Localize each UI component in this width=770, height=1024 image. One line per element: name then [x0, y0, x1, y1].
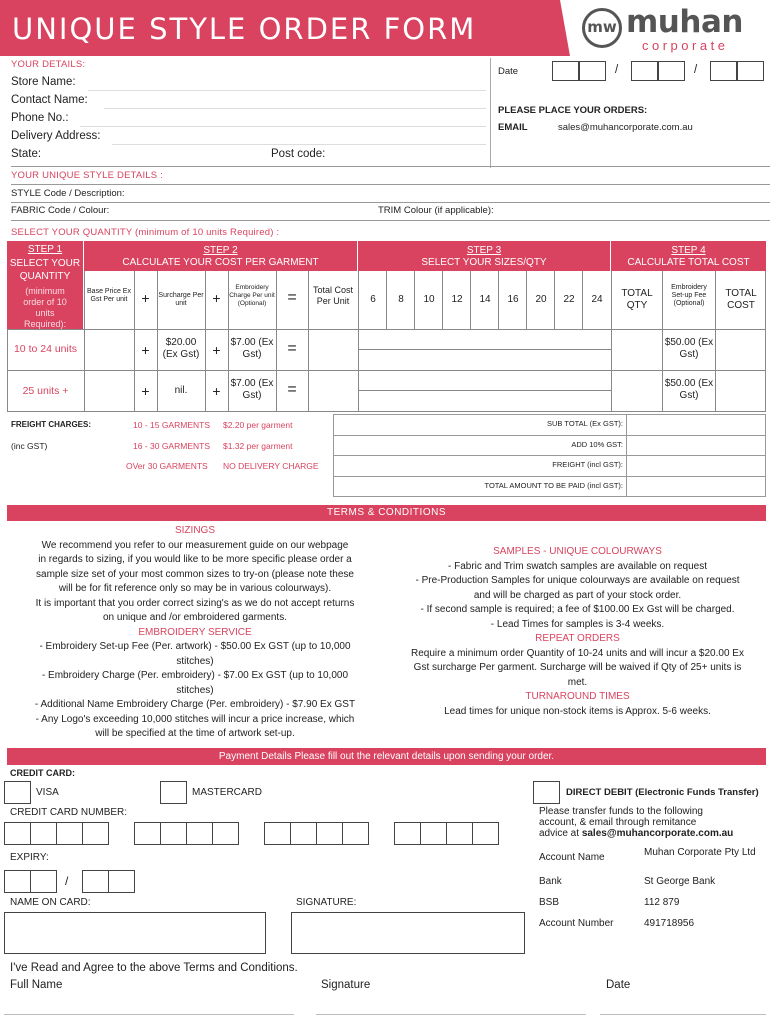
style-code-field[interactable]	[11, 202, 770, 203]
contact-name-label: Contact Name:	[11, 94, 88, 106]
sizings-line: in regards to sizing, if you would like to be more specific please order a	[38, 554, 352, 565]
cc-number-label: CREDIT CARD NUMBER:	[10, 807, 128, 818]
name-on-card-label: NAME ON CARD:	[10, 897, 91, 908]
embroidery-charge-header: Embroidery Charge Per unit (Optional)	[229, 284, 275, 307]
transfer-text-line	[539, 828, 769, 839]
step1-note: (minimum order of 10 units Required):	[23, 286, 67, 329]
date-day-1[interactable]	[552, 61, 579, 81]
equals-sign: =	[287, 340, 297, 357]
repeat-line: met.	[567, 676, 588, 688]
step4-subtitle: CALCULATE TOTAL COST	[627, 257, 750, 268]
form-title: UNIQUE STYLE ORDER FORM	[12, 12, 477, 46]
cc-digit-box[interactable]	[290, 822, 317, 845]
postcode-label: Post code:	[271, 148, 326, 160]
turnaround-title: TURNAROUND TIMES	[525, 691, 630, 702]
sizings-line: sample size set of your most common sizes to try-on (please note these	[36, 568, 354, 580]
bank-label: Bank	[539, 876, 562, 887]
cc-digit-box[interactable]	[420, 822, 447, 845]
transfer-text: account, & email through remitance	[539, 817, 697, 828]
size-divider	[582, 271, 583, 329]
transfer-instructions	[539, 806, 769, 839]
fabric-code-label: FABRIC Code / Colour:	[11, 205, 110, 216]
phone-field[interactable]	[80, 126, 486, 127]
payment-bar: Payment Details Please fill out the relevant details upon sending your order.	[7, 748, 766, 765]
size-divider	[554, 271, 555, 329]
cc-digit-box[interactable]	[264, 822, 291, 845]
visa-label: VISA	[36, 787, 59, 798]
expiry-label: EXPIRY:	[10, 852, 49, 863]
embroidery-line: - Any Logo's exceeding 10,000 stitches will incur a price increase, which	[35, 713, 355, 725]
agree-signature-field[interactable]	[316, 1014, 586, 1015]
surcharge-value: nil.	[174, 385, 188, 396]
terms-bar: TERMS & CONDITIONS	[7, 505, 766, 521]
size-divider	[526, 271, 527, 329]
logo-wordmark: muhan	[626, 4, 743, 40]
direct-debit-checkbox[interactable]	[533, 781, 560, 804]
date-day-2[interactable]	[579, 61, 606, 81]
bank-value: St George Bank	[644, 876, 716, 887]
visa-checkbox[interactable]	[4, 781, 31, 804]
sizings-line: It is important that you order correct sizing's as we do not accept returns	[35, 597, 355, 609]
style-heading: YOUR UNIQUE STYLE DETAILS :	[11, 170, 163, 181]
cc-digit-box[interactable]	[134, 822, 161, 845]
date-label: Date	[498, 66, 519, 77]
bsb-value: 112 879	[644, 897, 680, 908]
contact-name-field[interactable]	[104, 108, 486, 109]
size-header: 8	[398, 294, 404, 305]
freight-inc-gst: (inc GST)	[11, 441, 48, 451]
email-value[interactable]: sales@muhancorporate.com.au	[558, 122, 693, 133]
embroidery-line: - Additional Name Embroidery Charge (Per. embroidery) - $7.90 Ex GST	[34, 699, 356, 710]
surcharge-value: $20.00 (Ex Gst)	[162, 337, 200, 360]
size-divider	[498, 271, 499, 329]
account-number-value: 491718956	[644, 918, 695, 929]
size-divider	[386, 271, 387, 329]
samples-line: - If second sample is required; a fee of $100.00 Ex Gst will be charged.	[420, 604, 735, 615]
account-number-label: Account Number	[539, 918, 614, 929]
transfer-email[interactable]: sales@muhancorporate.com.au	[581, 828, 734, 839]
plus-sign: +	[212, 290, 221, 306]
size-input-line[interactable]	[358, 390, 611, 391]
quantity-option-10-24[interactable]: 10 to 24 units	[13, 343, 78, 355]
signature-label: SIGNATURE:	[296, 897, 357, 908]
size-header: 16	[507, 294, 519, 305]
details-divider	[490, 58, 491, 168]
expiry-year-2[interactable]	[108, 870, 135, 893]
step1-subtitle: SELECT YOUR QUANTITY	[9, 258, 81, 282]
equals-sign: =	[287, 381, 297, 398]
add-gst-label: ADD 10% GST:	[571, 440, 623, 449]
cc-digit-box[interactable]	[4, 822, 31, 845]
delivery-address-field[interactable]	[112, 144, 486, 145]
style-rule	[11, 184, 770, 185]
logo-mark: mw	[582, 8, 622, 48]
cc-digit-box[interactable]	[82, 822, 109, 845]
embroidery-line: - Embroidery Charge (Per. embroidery) - $7.00 Ex GST (up to 10,000	[41, 670, 349, 681]
size-header: 24	[591, 294, 603, 305]
size-divider	[470, 271, 471, 329]
setup-fee-value: $50.00 (Ex Gst)	[664, 337, 714, 360]
style-code-label: STYLE Code / Description:	[11, 188, 125, 199]
freight-price: $1.32 per garment	[223, 441, 293, 451]
setup-fee-value: $50.00 (Ex Gst)	[664, 378, 714, 401]
cc-digit-box[interactable]	[212, 822, 239, 845]
agree-statement: I've Read and Agree to the above Terms and Conditions.	[10, 962, 298, 974]
samples-line: - Fabric and Trim swatch samples are available on request	[447, 560, 707, 572]
cc-digit-box[interactable]	[30, 822, 57, 845]
store-name-field[interactable]	[88, 90, 486, 91]
size-divider	[442, 271, 443, 329]
turnaround-line: Lead times for unique non-stock items is Approx. 5-6 weeks.	[444, 705, 711, 717]
cc-digit-box[interactable]	[394, 822, 421, 845]
plus-sign: +	[141, 383, 150, 399]
total-field[interactable]	[627, 477, 765, 496]
table-row-divider	[7, 370, 766, 371]
plus-sign: +	[212, 383, 221, 399]
base-price-header: Base Price Ex Gst Per unit	[87, 288, 131, 303]
account-name-label: Account Name	[539, 852, 605, 863]
step3-title: STEP 3	[466, 245, 502, 256]
step4-title: STEP 4	[671, 245, 706, 256]
cc-digit-box[interactable]	[186, 822, 213, 845]
setup-fee-header: Embroidery Set-up Fee (Optional)	[671, 284, 707, 307]
transfer-text: Please transfer funds to the following	[539, 806, 703, 817]
quantity-option-25-plus[interactable]: 25 units +	[22, 385, 69, 397]
samples-line: - Lead Times for samples is 3-4 weeks.	[490, 618, 665, 630]
full-name-label: Full Name	[10, 979, 63, 991]
direct-debit-label: DIRECT DEBIT (Electronic Funds Transfer)	[566, 787, 759, 798]
cc-digit-box[interactable]	[160, 822, 187, 845]
date-separator: /	[694, 64, 698, 76]
embroidery-line: stitches)	[176, 684, 214, 696]
sizings-line: on unique and /or embroidered garments.	[102, 612, 287, 623]
step2-subtitle: CALCULATE YOUR COST PER GARMENT	[122, 257, 319, 268]
total-cost-header: TOTAL COST	[725, 288, 757, 311]
step3-subtitle: SELECT YOUR SIZES/QTY	[421, 257, 547, 268]
bsb-label: BSB	[539, 897, 560, 908]
repeat-title: REPEAT ORDERS	[535, 633, 620, 644]
agree-date-label: Date	[606, 979, 631, 991]
date-month-1[interactable]	[631, 61, 658, 81]
embroidery-value: $7.00 (Ex Gst)	[230, 337, 274, 360]
transfer-text: advice at	[539, 828, 580, 839]
freight-field[interactable]	[627, 456, 765, 476]
freight-range: OVer 30 GARMENTS	[126, 461, 208, 471]
email-label: EMAIL	[498, 122, 528, 133]
expiry-separator: /	[65, 874, 69, 888]
embroidery-line: - Embroidery Set-up Fee (Per. artwork) - $50.00 Ex GST (up to 10,000	[39, 641, 351, 652]
mastercard-label: MASTERCARD	[192, 787, 263, 798]
freight-price: NO DELIVERY CHARGE	[223, 461, 319, 471]
cc-digit-box[interactable]	[56, 822, 83, 845]
freight-range: 16 - 30 GARMENTS	[133, 441, 210, 451]
signature-field[interactable]	[291, 912, 525, 954]
details-bottom-rule	[11, 166, 770, 167]
plus-sign: +	[141, 290, 150, 306]
step2-title: STEP 2	[203, 245, 238, 256]
agree-date-field[interactable]	[600, 1014, 766, 1015]
phone-label: Phone No.:	[11, 112, 69, 124]
cc-digit-box[interactable]	[342, 822, 369, 845]
account-name-value: Muhan Corporate Pty Ltd	[644, 847, 756, 858]
trim-colour-label: TRIM Colour (if applicable):	[378, 205, 494, 216]
details-heading: YOUR DETAILS:	[11, 59, 86, 70]
subtotal-label: SUB TOTAL (Ex GST):	[547, 419, 623, 428]
cc-digit-box[interactable]	[472, 822, 499, 845]
credit-card-label: CREDIT CARD:	[10, 768, 75, 778]
total-paid-label: TOTAL AMOUNT TO BE PAID (incl GST):	[484, 481, 623, 490]
delivery-address-label: Delivery Address:	[11, 130, 101, 142]
place-orders-label: PLEASE PLACE YOUR ORDERS:	[498, 105, 648, 116]
table-row-divider	[7, 329, 766, 330]
freight-title: FREIGHT CHARGES:	[11, 420, 91, 429]
size-header: 14	[479, 294, 491, 305]
size-divider	[414, 271, 415, 329]
samples-line: and will be charged as part of your stock order.	[473, 589, 682, 601]
date-year-1[interactable]	[710, 61, 737, 81]
size-header: 22	[563, 294, 575, 305]
quantity-heading: SELECT YOUR QUANTITY (minimum of 10 units Required) :	[11, 227, 280, 238]
repeat-line: Gst surcharge Per garment. Surcharge will be waived if Qty of 25+ units is	[413, 662, 742, 673]
fabric-rule	[11, 220, 770, 221]
mastercard-checkbox[interactable]	[160, 781, 187, 804]
freight-range: 10 - 15 GARMENTS	[133, 420, 210, 430]
terms-left-column	[0, 524, 390, 742]
logo-subtitle: corporate	[642, 38, 729, 53]
embroidery-value: $7.00 (Ex Gst)	[230, 378, 274, 401]
equals-sign: =	[287, 289, 297, 306]
expiry-year-1[interactable]	[82, 870, 109, 893]
name-on-card-field[interactable]	[4, 912, 266, 954]
size-header: 12	[451, 294, 463, 305]
cc-digit-box[interactable]	[446, 822, 473, 845]
samples-title: SAMPLES - UNIQUE COLOURWAYS	[493, 546, 662, 557]
embroidery-line: stitches)	[176, 655, 214, 667]
embroidery-line: will be specified at the time of artwork set-up.	[95, 728, 295, 739]
total-qty-header: TOTAL QTY	[621, 288, 653, 311]
surcharge-header: Surcharge Per unit	[158, 292, 204, 307]
size-header: 10	[423, 294, 435, 305]
embroidery-title: EMBROIDERY SERVICE	[138, 626, 252, 638]
total-cost-unit-header: Total Cost Per Unit	[312, 285, 354, 306]
sizings-title: SIZINGS	[174, 525, 215, 536]
samples-line: - Pre-Production Samples for unique colourways are available on request	[415, 575, 740, 586]
date-separator: /	[615, 64, 619, 76]
plus-sign: +	[141, 342, 150, 358]
freight-price: $2.20 per garment	[223, 420, 293, 430]
terms-right-column	[385, 545, 770, 719]
gst-field[interactable]	[627, 436, 765, 455]
plus-sign: +	[212, 342, 221, 358]
size-input-line[interactable]	[358, 349, 611, 350]
date-year-2[interactable]	[737, 61, 764, 81]
step1-title: STEP 1	[27, 244, 63, 255]
cc-digit-box[interactable]	[316, 822, 343, 845]
store-name-label: Store Name:	[11, 76, 76, 88]
repeat-line: Require a minimum order Quantity of 10-24 units and will incur a $20.00 Ex	[411, 647, 744, 659]
expiry-month-2[interactable]	[30, 870, 57, 893]
expiry-month-1[interactable]	[4, 870, 31, 893]
freight-incl-label: FREIGHT (incl GST):	[552, 460, 623, 469]
sizings-line: will be for fit reference only so may be in various colourways).	[58, 583, 332, 594]
full-name-field[interactable]	[4, 1014, 294, 1015]
agree-signature-label: Signature	[321, 979, 371, 991]
sizings-line: We recommend you refer to our measurement guide on our webpage	[41, 539, 349, 551]
size-header: 6	[370, 294, 376, 305]
date-month-2[interactable]	[658, 61, 685, 81]
subtotal-field[interactable]	[627, 415, 765, 435]
state-label: State:	[11, 148, 42, 160]
size-header: 20	[535, 294, 547, 305]
